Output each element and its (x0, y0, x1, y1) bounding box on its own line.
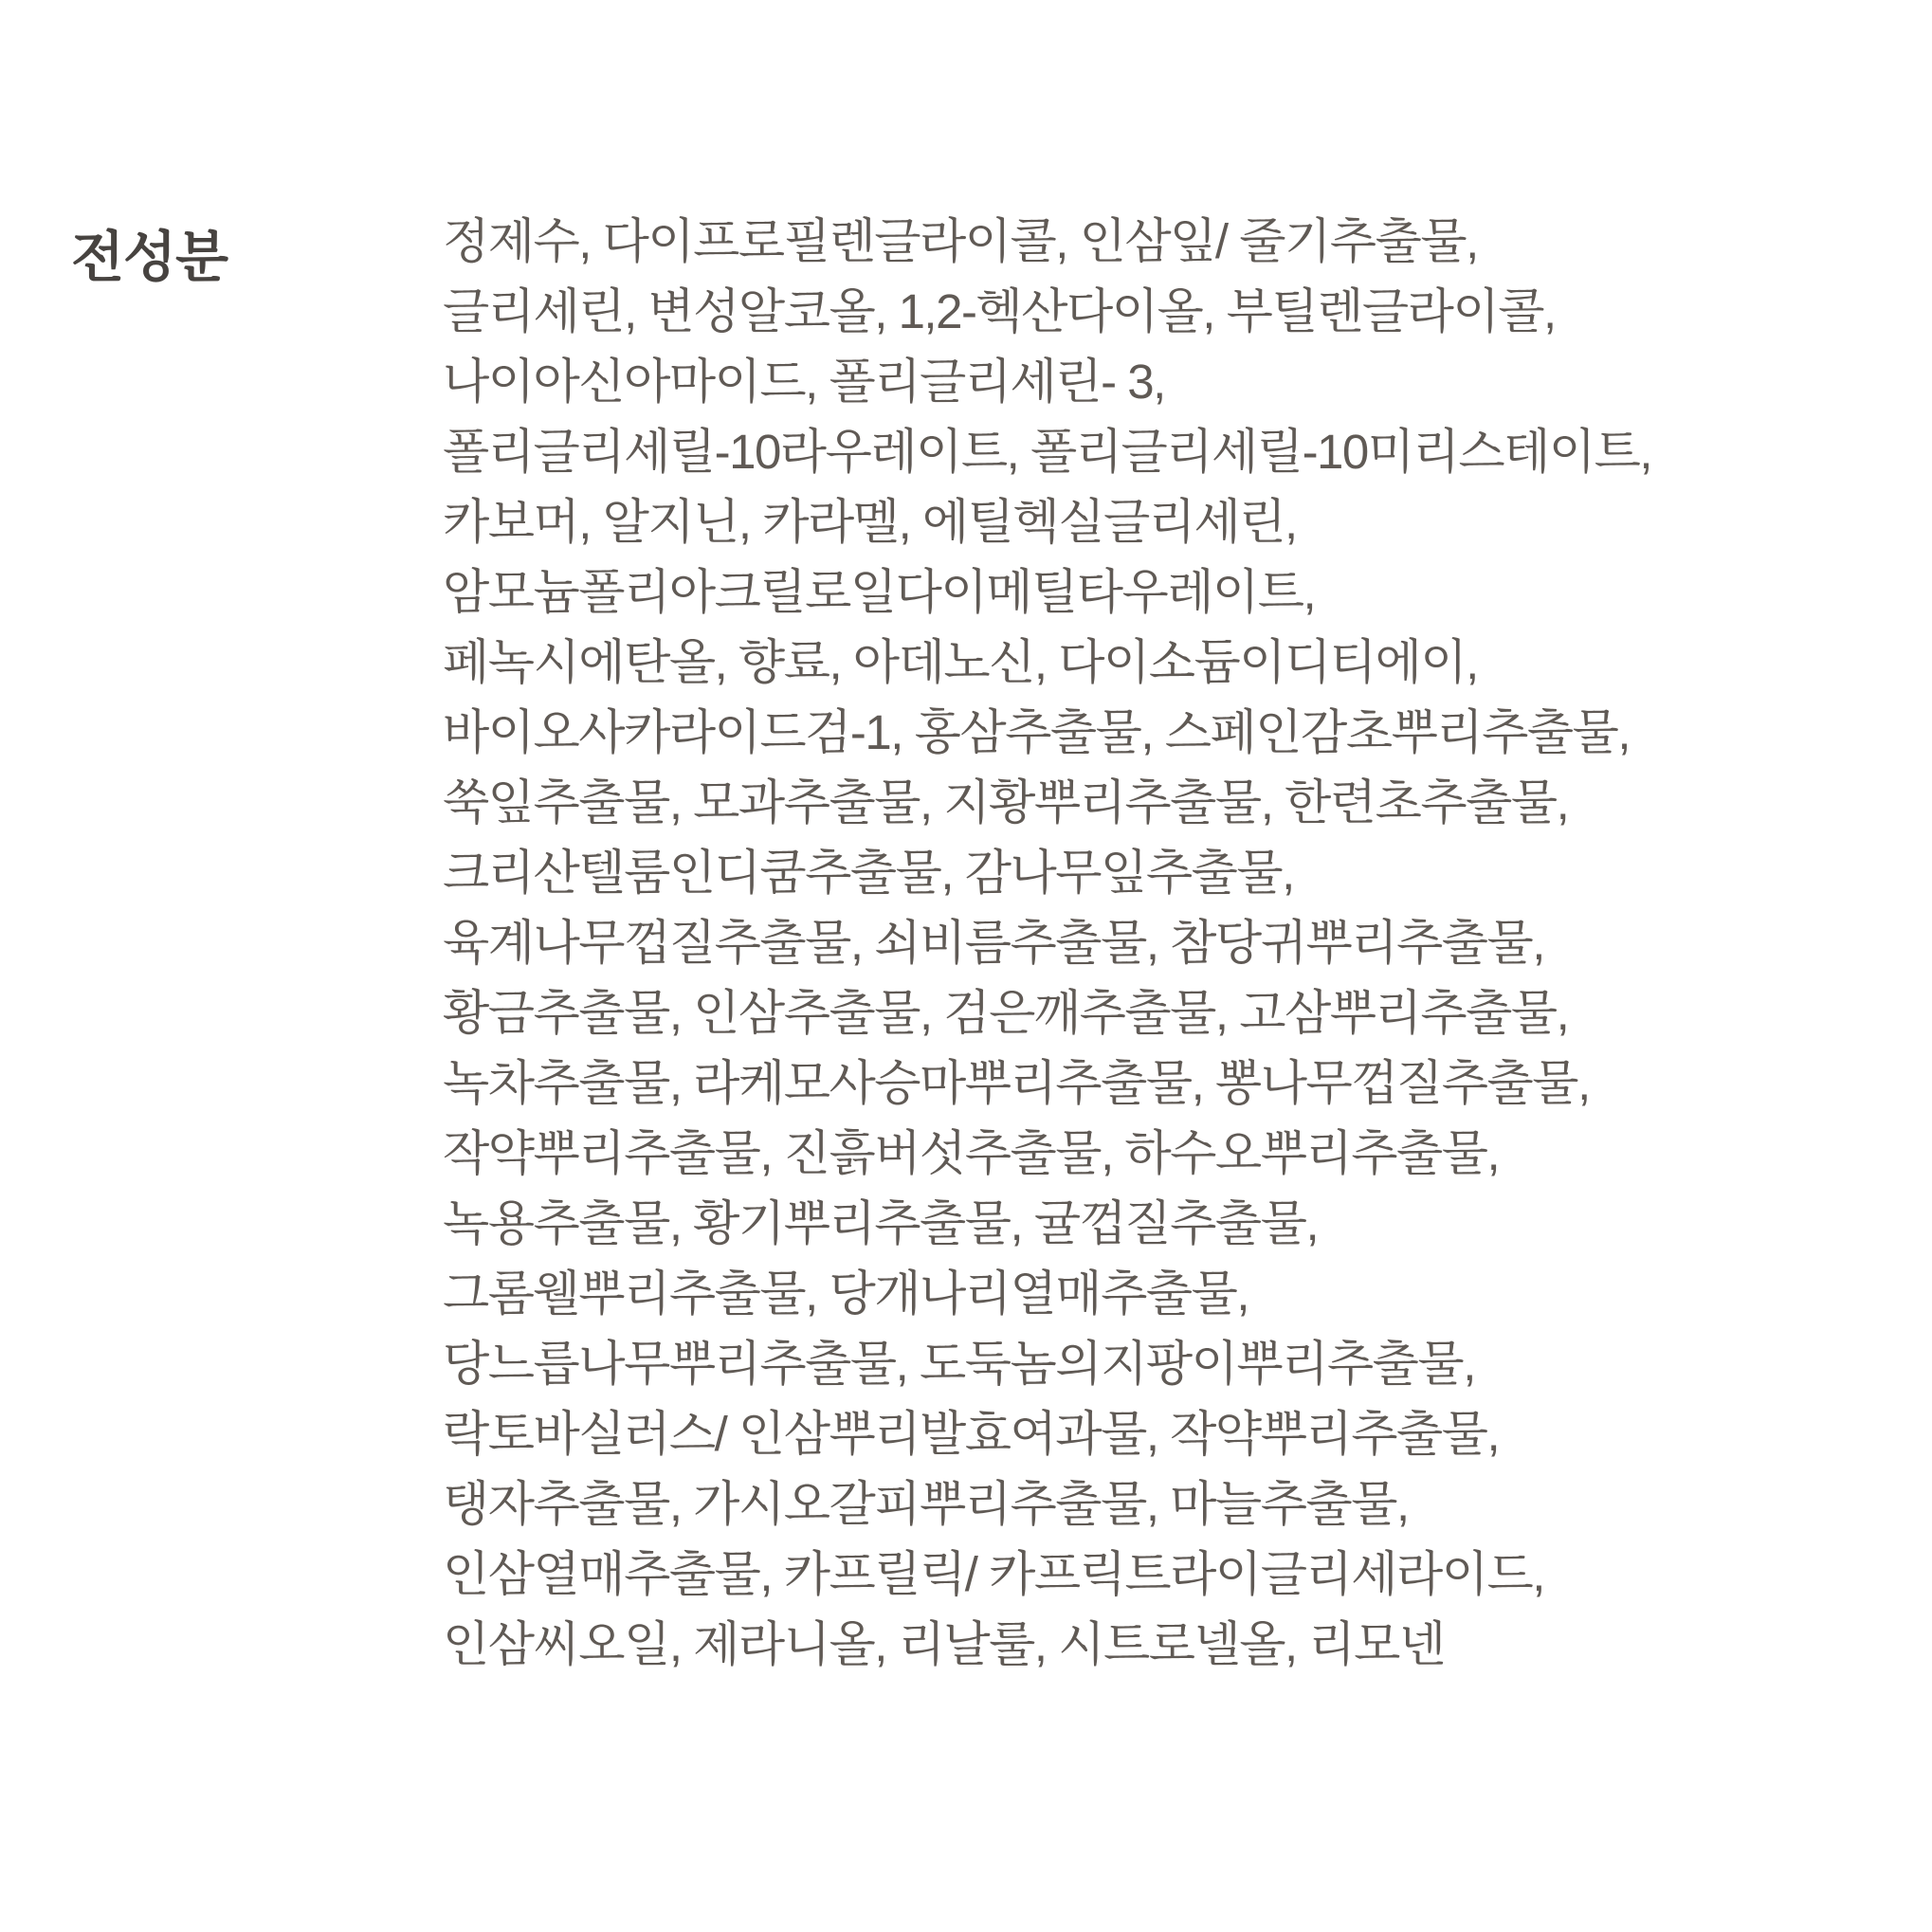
ingredients-line: 페녹시에탄올, 향료, 아데노신, 다이소듐이디티에이, (443, 635, 1478, 689)
ingredients-text-block (443, 207, 1903, 1680)
ingredients-line: 탱자추출물, 가시오갈피뿌리추출물, 마늘추출물, (443, 1477, 1409, 1531)
ingredients-line: 인삼열매추출물, 카프릴릭/ 카프릭트라이글리세라이드, (443, 1547, 1544, 1601)
ingredients-line: 당느릅나무뿌리추출물, 도둑놈의지팡이뿌리추출물, (443, 1337, 1475, 1391)
ingredients-line: 글리세린, 변성알코올, 1,2-헥산다이올, 부틸렌글라이콜, (443, 284, 1556, 338)
ingredients-line: 정제수, 다이프로필렌글라이콜, 인삼잎/ 줄기추출물, (443, 214, 1478, 268)
ingredients-label: 전성분 (71, 227, 228, 288)
ingredients-line: 육계나무껍질추출물, 쇠비름추출물, 참당귀뿌리추출물, (443, 916, 1544, 970)
ingredients-line: 쑥잎추출물, 모과추출물, 지황뿌리추출물, 한련초추출물, (443, 775, 1569, 829)
ingredients-line: 황금추출물, 인삼추출물, 검은깨추출물, 고삼뿌리추출물, (443, 986, 1569, 1040)
ingredients-line: 폴리글리세릴-10라우레이트, 폴리글리세릴-10미리스테이트, (443, 425, 1652, 479)
ingredients-line: 그롬웰뿌리추출물, 당개나리열매추출물, (443, 1267, 1249, 1321)
ingredients-line: 나이아신아마이드, 폴리글리세린- 3, (443, 355, 1165, 409)
ingredients-line: 암모늄폴리아크릴로일다이메틸타우레이트, (443, 565, 1316, 619)
ingredients-line: 바이오사카라이드검-1, 홍삼추출물, 스페인감초뿌리추출물, (443, 705, 1631, 759)
ingredients-line: 녹용추출물, 황기뿌리추출물, 귤껍질추출물, (443, 1196, 1319, 1250)
ingredients-line: 인삼씨오일, 제라니올, 리날룰, 시트로넬올, 리모넨 (443, 1617, 1445, 1671)
ingredients-line: 녹차추출물, 라케모사승마뿌리추출물, 뽕나무껍질추출물, (443, 1056, 1590, 1110)
ingredients-line: 카보머, 알지닌, 카라멜, 에틸헥실글리세린, (443, 495, 1297, 549)
ingredients-line: 락토바실러스/ 인삼뿌리발효여과물, 작약뿌리추출물, (443, 1407, 1500, 1461)
ingredients-line: 크리산텔룸인디쿰추출물, 감나무잎추출물, (443, 846, 1294, 900)
ingredients-line: 작약뿌리추출물, 진흙버섯추출물, 하수오뿌리추출물, (443, 1126, 1500, 1180)
